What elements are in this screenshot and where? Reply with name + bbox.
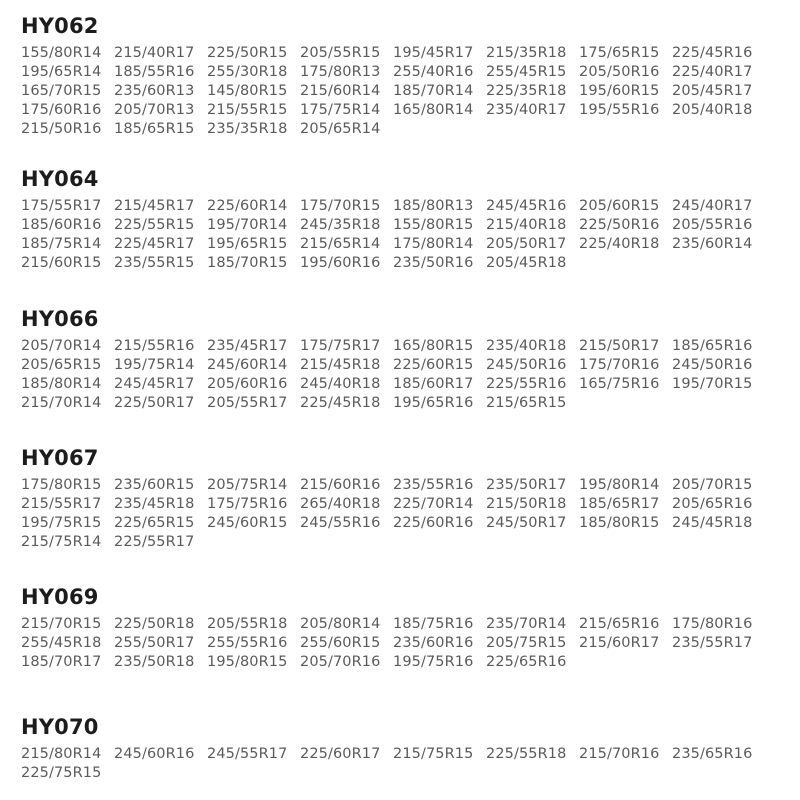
tire-size: 245/55R17 — [207, 746, 288, 762]
tire-size: 235/50R16 — [393, 255, 474, 271]
tire-size: 235/65R16 — [672, 746, 753, 762]
tire-size: 195/60R15 — [579, 83, 660, 99]
tire-size: 225/65R15 — [114, 515, 195, 531]
tire-size: 205/55R17 — [207, 395, 288, 411]
tire-size: 195/75R14 — [114, 357, 195, 373]
tire-size: 265/40R18 — [300, 496, 381, 512]
tire-size: 245/60R15 — [207, 515, 288, 531]
tire-size: 205/40R18 — [672, 102, 753, 118]
tire-size: 235/60R15 — [114, 477, 195, 493]
tire-size: 195/75R16 — [393, 654, 474, 670]
tire-size: 245/60R14 — [207, 357, 288, 373]
tire-size: 215/65R14 — [300, 236, 381, 252]
tire-size: 225/50R16 — [579, 217, 660, 233]
tire-size: 205/65R16 — [672, 496, 753, 512]
tire-size: 175/80R14 — [393, 236, 474, 252]
tire-size: 235/50R17 — [486, 477, 567, 493]
tire-size: 245/60R16 — [114, 746, 195, 762]
tire-size: 235/40R18 — [486, 338, 567, 354]
tire-size: 185/70R15 — [207, 255, 288, 271]
tire-size: 225/35R18 — [486, 83, 567, 99]
section-hy067 — [21, 446, 781, 552]
tire-size: 205/45R17 — [672, 83, 753, 99]
tire-size: 205/55R16 — [672, 217, 753, 233]
tire-size: 185/75R16 — [393, 616, 474, 632]
tire-size: 235/35R18 — [207, 121, 288, 137]
tire-size: 225/60R14 — [207, 198, 288, 214]
tire-size: 255/30R18 — [207, 64, 288, 80]
tire-size: 155/80R15 — [393, 217, 474, 233]
tire-size: 225/45R18 — [300, 395, 381, 411]
tire-size: 195/65R16 — [393, 395, 474, 411]
section-hy070 — [21, 715, 781, 783]
tire-size: 215/80R14 — [21, 746, 102, 762]
tire-size: 235/55R15 — [114, 255, 195, 271]
tire-size: 245/50R16 — [672, 357, 753, 373]
tire-size: 215/55R17 — [21, 496, 102, 512]
tire-size: 215/40R17 — [114, 45, 195, 61]
tire-size: 245/50R17 — [486, 515, 567, 531]
tire-size: 215/40R18 — [486, 217, 567, 233]
tire-size: 175/75R14 — [300, 102, 381, 118]
tire-size: 215/50R17 — [579, 338, 660, 354]
tire-size: 205/55R15 — [300, 45, 381, 61]
tire-size: 195/60R16 — [300, 255, 381, 271]
tire-size: 235/60R16 — [393, 635, 474, 651]
tire-size: 225/60R16 — [393, 515, 474, 531]
tire-size: 215/50R16 — [21, 121, 102, 137]
tire-size: 185/80R13 — [393, 198, 474, 214]
tire-size: 245/40R17 — [672, 198, 753, 214]
tire-size: 205/75R15 — [486, 635, 567, 651]
tire-size: 205/65R14 — [300, 121, 381, 137]
tire-size: 255/45R18 — [21, 635, 102, 651]
tire-size: 185/60R16 — [21, 217, 102, 233]
tire-size: 255/45R15 — [486, 64, 567, 80]
section-hy069 — [21, 585, 781, 672]
tire-size: 215/70R16 — [579, 746, 660, 762]
tire-size: 185/65R17 — [579, 496, 660, 512]
tire-size: 185/80R15 — [579, 515, 660, 531]
tire-size: 185/80R14 — [21, 376, 102, 392]
tire-size: 175/55R17 — [21, 198, 102, 214]
tire-size: 255/60R15 — [300, 635, 381, 651]
tire-size: 235/55R16 — [393, 477, 474, 493]
tire-size: 225/65R16 — [486, 654, 567, 670]
tire-size: 175/75R16 — [207, 496, 288, 512]
size-grid — [21, 745, 781, 783]
section-title: HY067 — [21, 446, 99, 470]
tire-size: 215/55R16 — [114, 338, 195, 354]
tire-size: 205/70R16 — [300, 654, 381, 670]
tire-size: 195/75R15 — [21, 515, 102, 531]
tire-size: 235/70R14 — [486, 616, 567, 632]
tire-size: 245/45R18 — [672, 515, 753, 531]
tire-size: 235/50R18 — [114, 654, 195, 670]
section-hy066 — [21, 307, 781, 413]
tire-size: 205/80R14 — [300, 616, 381, 632]
tire-size: 205/75R14 — [207, 477, 288, 493]
tire-size: 225/40R18 — [579, 236, 660, 252]
tire-size: 195/80R14 — [579, 477, 660, 493]
tire-size: 165/70R15 — [21, 83, 102, 99]
tire-size: 215/65R16 — [579, 616, 660, 632]
tire-size: 195/65R14 — [21, 64, 102, 80]
tire-size: 205/50R16 — [579, 64, 660, 80]
tire-size: 155/80R14 — [21, 45, 102, 61]
tire-size: 245/40R18 — [300, 376, 381, 392]
tire-size: 245/45R17 — [114, 376, 195, 392]
tire-size: 205/50R17 — [486, 236, 567, 252]
tire-size: 165/80R15 — [393, 338, 474, 354]
tire-size: 215/45R18 — [300, 357, 381, 373]
section-title: HY064 — [21, 167, 99, 191]
tire-size: 225/75R15 — [21, 765, 102, 781]
tire-size: 215/60R15 — [21, 255, 102, 271]
size-grid — [21, 197, 781, 273]
tire-size: 205/60R15 — [579, 198, 660, 214]
tire-size: 195/65R15 — [207, 236, 288, 252]
tire-size: 245/35R18 — [300, 217, 381, 233]
tire-size: 215/60R16 — [300, 477, 381, 493]
tire-size: 215/70R14 — [21, 395, 102, 411]
tire-size: 235/45R18 — [114, 496, 195, 512]
tire-size: 255/55R16 — [207, 635, 288, 651]
size-grid — [21, 615, 781, 672]
tire-size: 225/55R18 — [486, 746, 567, 762]
tire-size: 235/60R13 — [114, 83, 195, 99]
tire-size: 235/55R17 — [672, 635, 753, 651]
tire-size: 235/40R17 — [486, 102, 567, 118]
tire-size: 255/40R16 — [393, 64, 474, 80]
tire-size: 215/60R17 — [579, 635, 660, 651]
tire-size: 205/60R16 — [207, 376, 288, 392]
section-title: HY062 — [21, 14, 99, 38]
tire-size: 175/70R15 — [300, 198, 381, 214]
tire-size: 205/65R15 — [21, 357, 102, 373]
tire-size: 215/65R15 — [486, 395, 567, 411]
size-grid — [21, 44, 781, 139]
tire-size: 185/60R17 — [393, 376, 474, 392]
tire-size: 225/45R16 — [672, 45, 753, 61]
tire-size: 185/55R16 — [114, 64, 195, 80]
tire-size: 175/80R15 — [21, 477, 102, 493]
tire-size: 175/60R16 — [21, 102, 102, 118]
tire-size: 215/50R18 — [486, 496, 567, 512]
tire-size: 205/55R18 — [207, 616, 288, 632]
tire-size: 175/80R16 — [672, 616, 753, 632]
tire-size: 215/60R14 — [300, 83, 381, 99]
section-title: HY070 — [21, 715, 99, 739]
tire-size: 195/45R17 — [393, 45, 474, 61]
tire-size: 225/55R16 — [486, 376, 567, 392]
tire-size: 195/55R16 — [579, 102, 660, 118]
tire-size: 195/70R14 — [207, 217, 288, 233]
tire-size: 215/55R15 — [207, 102, 288, 118]
tire-size: 175/75R17 — [300, 338, 381, 354]
tire-size: 185/70R17 — [21, 654, 102, 670]
section-title: HY069 — [21, 585, 99, 609]
tire-size: 165/75R16 — [579, 376, 660, 392]
tire-size: 235/60R14 — [672, 236, 753, 252]
tire-size: 205/70R15 — [672, 477, 753, 493]
tire-size: 175/80R13 — [300, 64, 381, 80]
tire-size: 215/45R17 — [114, 198, 195, 214]
tire-size: 235/45R17 — [207, 338, 288, 354]
size-grid — [21, 337, 781, 413]
tire-size: 225/50R17 — [114, 395, 195, 411]
tire-size: 175/70R16 — [579, 357, 660, 373]
section-hy062 — [21, 14, 781, 139]
tire-size: 145/80R15 — [207, 83, 288, 99]
tire-size: 195/70R15 — [672, 376, 753, 392]
tire-size: 185/70R14 — [393, 83, 474, 99]
tire-size: 205/45R18 — [486, 255, 567, 271]
tire-size: 245/45R16 — [486, 198, 567, 214]
section-hy064 — [21, 167, 781, 273]
tire-size: 205/70R13 — [114, 102, 195, 118]
tire-size: 165/80R14 — [393, 102, 474, 118]
size-grid — [21, 476, 781, 552]
tire-size: 185/65R15 — [114, 121, 195, 137]
tire-size: 255/50R17 — [114, 635, 195, 651]
tire-size: 215/70R15 — [21, 616, 102, 632]
tire-size: 215/75R15 — [393, 746, 474, 762]
tire-size: 205/70R14 — [21, 338, 102, 354]
section-title: HY066 — [21, 307, 99, 331]
tire-size: 195/80R15 — [207, 654, 288, 670]
tire-size: 225/60R15 — [393, 357, 474, 373]
tire-size: 215/75R14 — [21, 534, 102, 550]
tire-size: 225/70R14 — [393, 496, 474, 512]
tire-size: 245/55R16 — [300, 515, 381, 531]
tire-size: 225/40R17 — [672, 64, 753, 80]
tire-size: 185/65R16 — [672, 338, 753, 354]
tire-size: 185/75R14 — [21, 236, 102, 252]
tire-size: 245/50R16 — [486, 357, 567, 373]
tire-size: 225/60R17 — [300, 746, 381, 762]
tire-size: 225/55R17 — [114, 534, 195, 550]
tire-size: 215/35R18 — [486, 45, 567, 61]
tire-size: 225/45R17 — [114, 236, 195, 252]
tire-size: 225/50R15 — [207, 45, 288, 61]
tire-size: 175/65R15 — [579, 45, 660, 61]
tire-size: 225/50R18 — [114, 616, 195, 632]
tire-size: 225/55R15 — [114, 217, 195, 233]
